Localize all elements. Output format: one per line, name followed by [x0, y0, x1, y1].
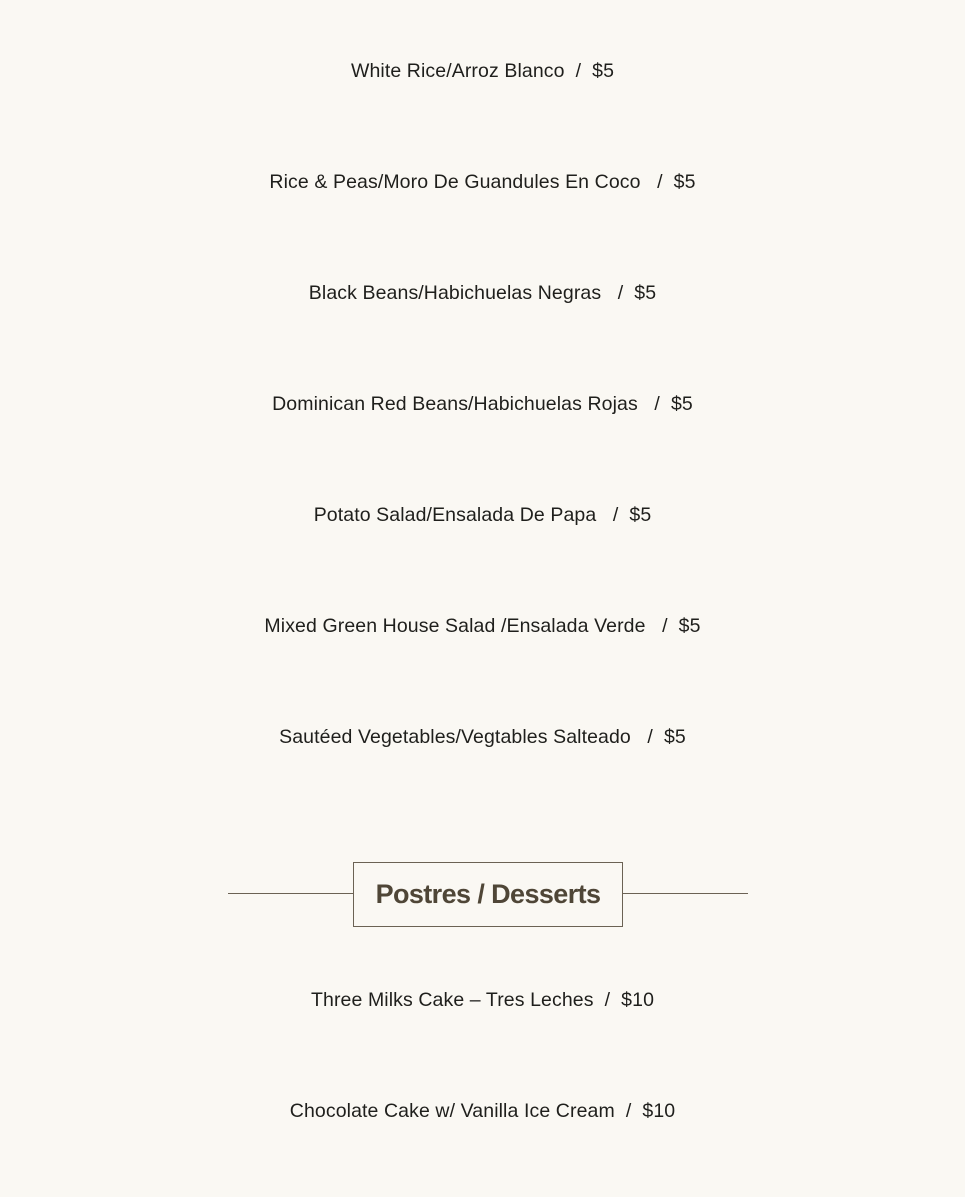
- menu-item-rice-and-peas: Rice & Peas/Moro De Guandules En Coco / $5: [269, 171, 696, 193]
- desserts-section-header: [228, 862, 748, 927]
- menu-item-red-beans: Dominican Red Beans/Habichuelas Rojas / $5: [272, 393, 693, 415]
- menu-item-sauteed-vegetables: Sautéed Vegetables/Vegtables Salteado / $5: [279, 726, 686, 748]
- menu-item-green-salad: Mixed Green House Salad /Ensalada Verde / $5: [264, 615, 701, 637]
- menu-item-potato-salad: Potato Salad/Ensalada De Papa / $5: [313, 504, 652, 526]
- menu-item-black-beans: Black Beans/Habichuelas Negras / $5: [308, 282, 657, 304]
- menu-item-white-rice: White Rice/Arroz Blanco / $5: [350, 60, 615, 82]
- section-title-box: [353, 862, 623, 927]
- menu-item-chocolate-cake: Chocolate Cake w/ Vanilla Ice Cream / $10: [289, 1100, 676, 1122]
- divider-right: [623, 893, 748, 894]
- menu-item-tres-leches: Three Milks Cake – Tres Leches / $10: [310, 989, 655, 1011]
- divider-left: [228, 893, 353, 894]
- section-title: Postres / Desserts: [375, 879, 601, 909]
